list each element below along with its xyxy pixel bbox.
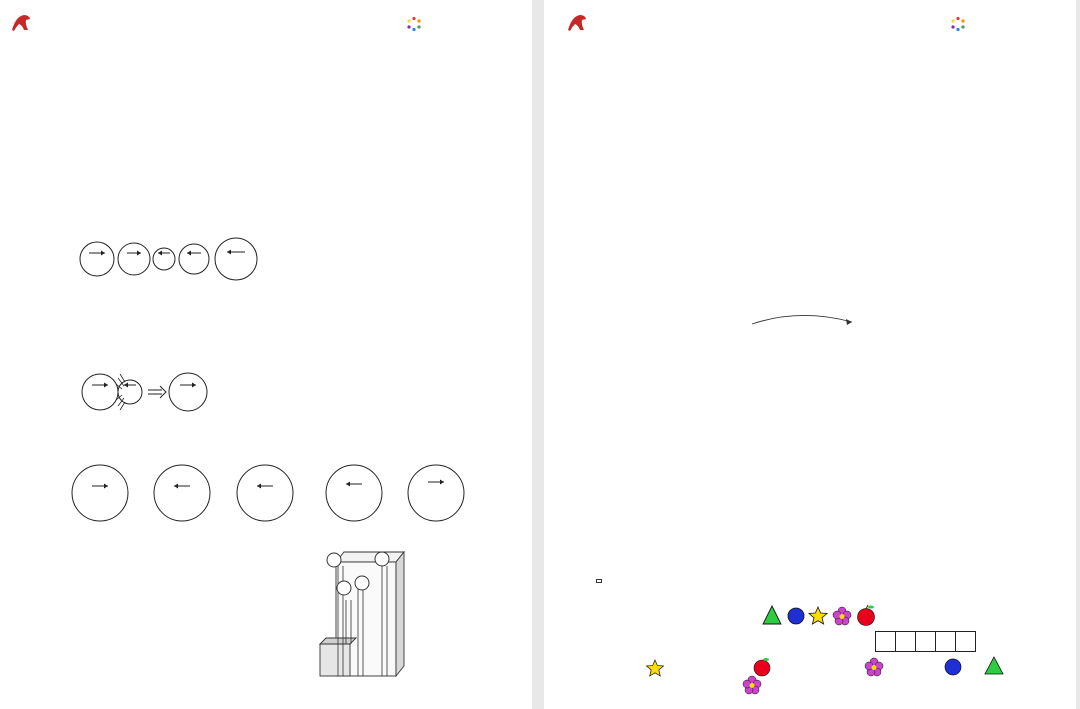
building-ladders-figure xyxy=(316,548,412,680)
collision-lines xyxy=(116,374,125,410)
ladder-label-48 xyxy=(375,552,389,566)
ball-7 xyxy=(179,244,209,274)
star-sticker-icon xyxy=(809,607,827,624)
apple-sticker-icon xyxy=(752,657,772,677)
implies-arrow-icon xyxy=(148,386,166,398)
ball-10 xyxy=(80,242,114,276)
triangle-sticker-icon xyxy=(984,656,1004,676)
collision-example-figure xyxy=(80,370,212,414)
right-page xyxy=(544,0,1076,709)
flower-sticker-icon xyxy=(742,675,762,695)
points-section-label xyxy=(596,579,602,583)
board-square xyxy=(876,632,896,652)
kangaroo-icon xyxy=(10,12,32,34)
sticker-board xyxy=(875,631,976,652)
star-sticker-icon xyxy=(646,659,664,677)
board-square xyxy=(936,632,956,652)
answer-options-12 xyxy=(52,168,492,180)
flower-sticker-icon xyxy=(833,607,851,625)
answer-option-b[interactable] xyxy=(154,465,210,521)
math-kangaroo-logo xyxy=(10,10,90,36)
question-17-ask xyxy=(610,676,910,696)
board-square xyxy=(956,632,976,652)
answer-option-d[interactable] xyxy=(326,465,382,521)
answer-options-16 xyxy=(602,452,1042,552)
asdan-logo xyxy=(950,14,1062,36)
answer-option-e[interactable] xyxy=(408,465,464,521)
ladder-label-unknown xyxy=(337,581,351,595)
triangle-sticker-icon xyxy=(763,606,781,624)
building xyxy=(320,552,404,676)
circle-sticker-icon xyxy=(944,658,962,676)
left-page xyxy=(0,0,532,709)
board-square xyxy=(916,632,936,652)
answer-options-13 xyxy=(46,462,486,524)
ball-3 xyxy=(153,248,175,270)
answer-options-14 xyxy=(52,686,492,698)
ball-15 xyxy=(169,373,207,411)
page-header xyxy=(544,10,1076,38)
cups-first-move-figure xyxy=(730,312,880,368)
math-kangaroo-logo xyxy=(566,10,646,36)
answer-option-a[interactable] xyxy=(72,465,128,521)
answer-option-c[interactable] xyxy=(237,465,293,521)
ladder-label-36 xyxy=(355,576,369,590)
answer-options-15 xyxy=(606,228,1046,240)
page-header xyxy=(0,10,532,38)
kangaroo-icon xyxy=(566,12,588,34)
asdan-star-icon xyxy=(406,16,422,32)
ball-11 xyxy=(82,374,118,410)
ball-9 xyxy=(118,243,150,275)
asdan-star-icon xyxy=(950,16,966,32)
ball-20 xyxy=(215,238,257,280)
stickers-row xyxy=(762,604,886,628)
circle-sticker-icon xyxy=(788,608,804,624)
asdan-logo xyxy=(406,14,518,36)
board-square xyxy=(896,632,916,652)
flower-sticker-icon xyxy=(864,657,884,677)
ball-4 xyxy=(118,380,142,404)
ladder-label-32 xyxy=(327,553,341,567)
apple-sticker-icon xyxy=(858,605,875,626)
balls-figure xyxy=(78,236,262,282)
